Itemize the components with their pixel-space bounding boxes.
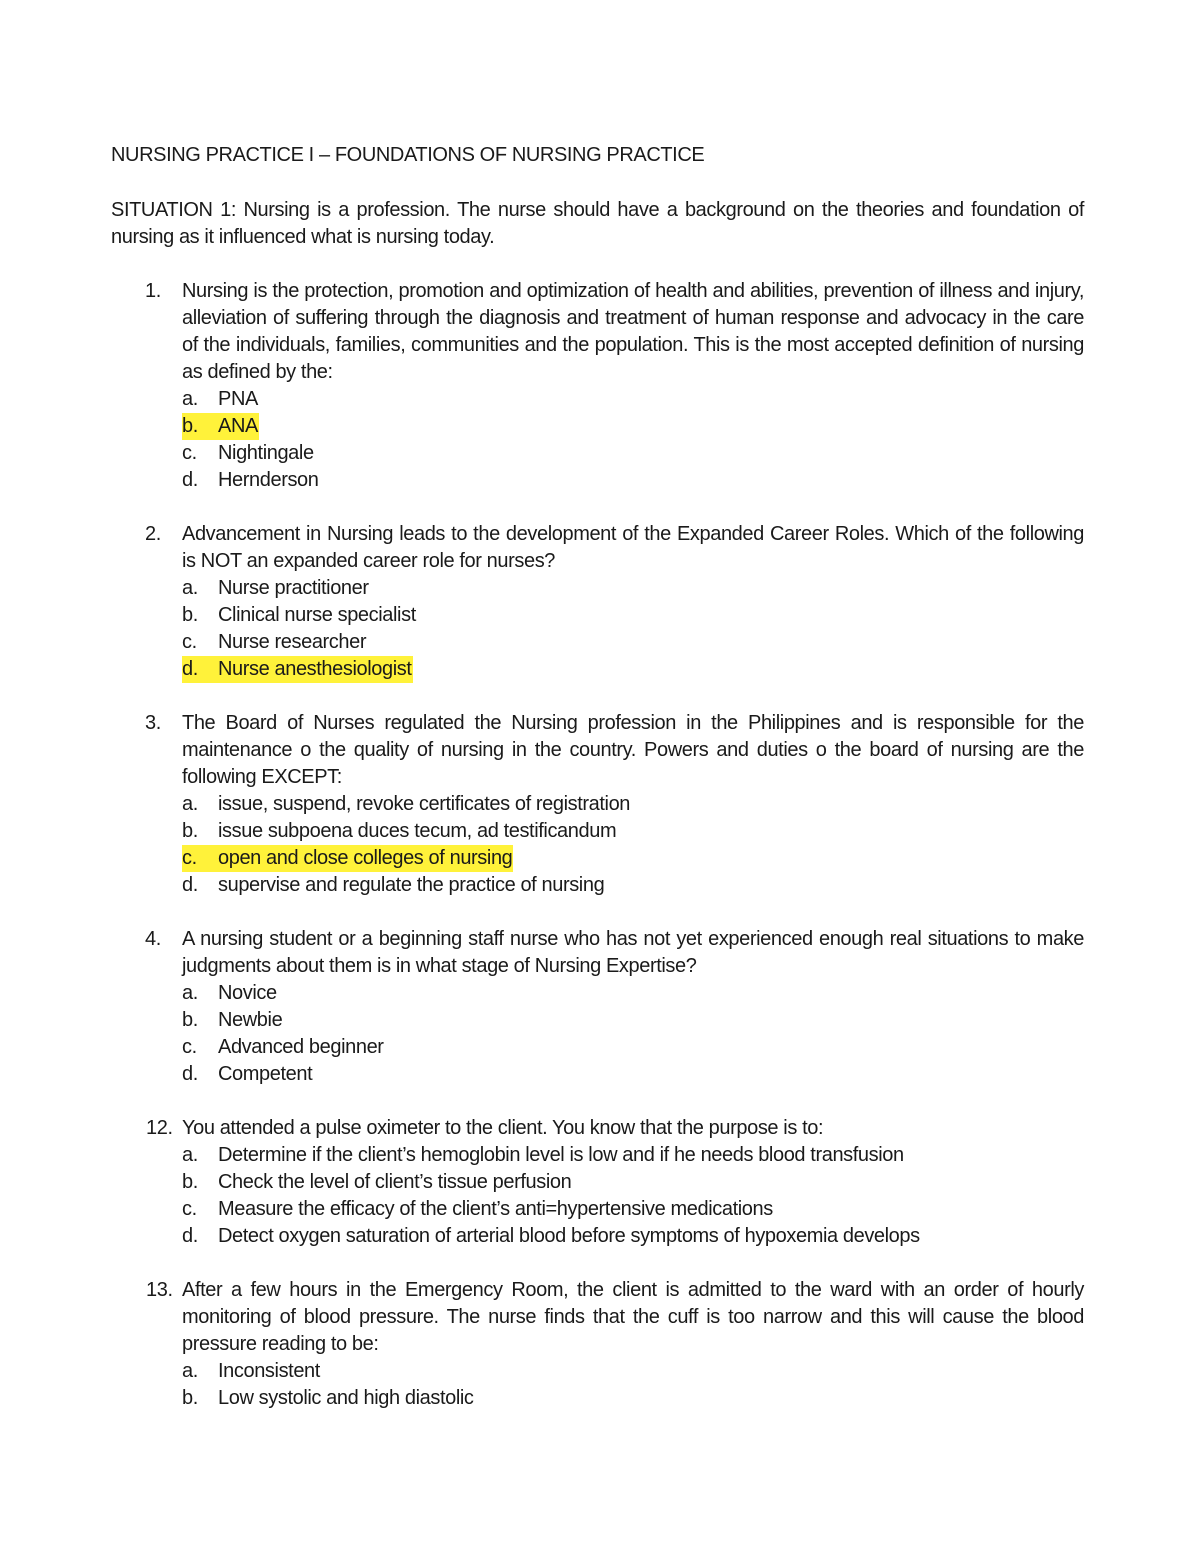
answer-option bbox=[182, 1007, 1084, 1034]
answer-options bbox=[182, 1358, 1084, 1412]
answer-option-text: Hernderson bbox=[218, 469, 319, 491]
question-item bbox=[111, 1115, 1084, 1250]
answer-option-letter: b. bbox=[182, 415, 198, 437]
answer-option-letter: a. bbox=[182, 1144, 198, 1166]
answer-option-letter: a. bbox=[182, 982, 198, 1004]
answer-option-content bbox=[182, 575, 369, 602]
answer-option bbox=[182, 1358, 1084, 1385]
answer-option-content bbox=[182, 1385, 474, 1412]
answer-option-highlighted bbox=[182, 845, 1084, 872]
answer-option-letter: a. bbox=[182, 388, 198, 410]
question-item bbox=[111, 1277, 1084, 1412]
question-text: Nursing is the protection, promotion and optimization of health and abilities, prevention of illness and injury, alleviation of suffering through the diagnosis and treatment of human response and advocacy in the care of the individuals, families, communities and the population. This is the most accepted definition of nursing as defined by the: bbox=[182, 280, 1084, 383]
answer-option-content bbox=[182, 467, 319, 494]
answer-option-text: Low systolic and high diastolic bbox=[218, 1387, 474, 1409]
answer-option-content bbox=[182, 440, 314, 467]
answer-option-letter: b. bbox=[182, 1009, 198, 1031]
answer-option-content bbox=[182, 980, 277, 1007]
answer-options bbox=[182, 980, 1084, 1088]
question-text: You attended a pulse oximeter to the client. You know that the purpose is to: bbox=[182, 1117, 824, 1139]
answer-option bbox=[182, 629, 1084, 656]
question-number: 12. bbox=[146, 1117, 173, 1139]
question-text: A nursing student or a beginning staff nurse who has not yet experienced enough real situations to make judgments about them is in what stage of Nursing Expertise? bbox=[182, 928, 1084, 977]
question-text: After a few hours in the Emergency Room, the client is admitted to the ward with an order of hourly monitoring of blood pressure. The nurse finds that the cuff is too narrow and this will cause the blood pressure reading to be: bbox=[182, 1279, 1084, 1355]
answer-option-text: Competent bbox=[218, 1063, 313, 1085]
answer-option-content bbox=[182, 791, 630, 818]
answer-option-content bbox=[182, 1358, 320, 1385]
answer-option-letter: a. bbox=[182, 793, 198, 815]
question-number: 13. bbox=[146, 1279, 173, 1301]
answer-option-highlighted bbox=[182, 413, 1084, 440]
answer-option-content bbox=[182, 1196, 773, 1223]
answer-option bbox=[182, 1169, 1084, 1196]
answer-option-text: ANA bbox=[218, 415, 258, 437]
answer-option-content bbox=[182, 656, 413, 683]
answer-option-letter: c. bbox=[182, 442, 197, 464]
answer-option-content bbox=[182, 602, 416, 629]
answer-option-letter: a. bbox=[182, 1360, 198, 1382]
question-number: 2. bbox=[145, 523, 161, 545]
answer-options bbox=[182, 386, 1084, 494]
answer-option-letter: c. bbox=[182, 1198, 197, 1220]
answer-option-text: Newbie bbox=[218, 1009, 283, 1031]
answer-option-content bbox=[182, 872, 604, 899]
answer-option-text: Check the level of client’s tissue perfusion bbox=[218, 1171, 572, 1193]
answer-option-letter: a. bbox=[182, 577, 198, 599]
question-number: 3. bbox=[145, 712, 161, 734]
answer-option-text: Nurse anesthesiologist bbox=[218, 658, 412, 680]
answer-option-text: Novice bbox=[218, 982, 277, 1004]
answer-option-content bbox=[182, 818, 616, 845]
answer-option-content bbox=[182, 1007, 282, 1034]
answer-option-content bbox=[182, 1223, 920, 1250]
answer-option-text: supervise and regulate the practice of nursing bbox=[218, 874, 605, 896]
question-item bbox=[111, 521, 1084, 683]
document-content bbox=[111, 142, 1084, 1412]
answer-option bbox=[182, 386, 1084, 413]
answer-option-text: Determine if the client’s hemoglobin level is low and if he needs blood transfusion bbox=[218, 1144, 904, 1166]
answer-option-content bbox=[182, 1034, 384, 1061]
question-text: The Board of Nurses regulated the Nursing profession in the Philippines and is responsible for the maintenance o the quality of nursing in the country. Powers and duties o the board of nursing are the following EXCEPT: bbox=[182, 712, 1084, 788]
answer-option-content bbox=[182, 1061, 312, 1088]
answer-option bbox=[182, 1061, 1084, 1088]
document-title: NURSING PRACTICE I – FOUNDATIONS OF NURSING PRACTICE bbox=[111, 144, 705, 166]
answer-option bbox=[182, 1142, 1084, 1169]
answer-option-content bbox=[182, 386, 258, 413]
answer-option-letter: d. bbox=[182, 1225, 198, 1247]
answer-option-letter: d. bbox=[182, 874, 198, 896]
answer-option-letter: d. bbox=[182, 469, 198, 491]
answer-option-text: Nurse researcher bbox=[218, 631, 367, 653]
answer-option-text: open and close colleges of nursing bbox=[218, 847, 513, 869]
answer-option-text: Inconsistent bbox=[218, 1360, 320, 1382]
answer-option-letter: b. bbox=[182, 604, 198, 626]
answer-option bbox=[182, 872, 1084, 899]
answer-option-highlighted bbox=[182, 656, 1084, 683]
question-list bbox=[111, 278, 1084, 1412]
answer-option-text: PNA bbox=[218, 388, 258, 410]
answer-option-content bbox=[182, 413, 259, 440]
answer-options bbox=[182, 791, 1084, 899]
question-item bbox=[111, 926, 1084, 1088]
answer-option-text: Nurse practitioner bbox=[218, 577, 369, 599]
answer-option-text: Clinical nurse specialist bbox=[218, 604, 416, 626]
question-number: 1. bbox=[145, 280, 161, 302]
question-item bbox=[111, 278, 1084, 494]
answer-options bbox=[182, 575, 1084, 683]
answer-option-content bbox=[182, 1169, 571, 1196]
answer-option-text: Detect oxygen saturation of arterial blood before symptoms of hypoxemia develops bbox=[218, 1225, 920, 1247]
answer-option bbox=[182, 818, 1084, 845]
answer-option bbox=[182, 575, 1084, 602]
answer-option bbox=[182, 467, 1084, 494]
question-text: Advancement in Nursing leads to the development of the Expanded Career Roles. Which of the following is NOT an expanded career role for nurses? bbox=[182, 523, 1084, 572]
answer-option-text: Measure the efficacy of the client’s anti=hypertensive medications bbox=[218, 1198, 773, 1220]
answer-option-letter: b. bbox=[182, 820, 198, 842]
answer-option-content bbox=[182, 845, 513, 872]
question-item bbox=[111, 710, 1084, 899]
answer-option-content bbox=[182, 1142, 904, 1169]
answer-option-content bbox=[182, 629, 366, 656]
answer-option-letter: c. bbox=[182, 1036, 197, 1058]
answer-option-text: Nightingale bbox=[218, 442, 314, 464]
answer-option bbox=[182, 980, 1084, 1007]
answer-option-letter: c. bbox=[182, 631, 197, 653]
answer-option-letter: b. bbox=[182, 1171, 198, 1193]
answer-option-letter: b. bbox=[182, 1387, 198, 1409]
answer-option bbox=[182, 1223, 1084, 1250]
answer-option bbox=[182, 791, 1084, 818]
answer-option-letter: d. bbox=[182, 658, 198, 680]
answer-option-letter: c. bbox=[182, 847, 197, 869]
answer-option bbox=[182, 1034, 1084, 1061]
answer-option-text: Advanced beginner bbox=[218, 1036, 384, 1058]
answer-option bbox=[182, 1385, 1084, 1412]
answer-option bbox=[182, 602, 1084, 629]
answer-options bbox=[182, 1142, 1084, 1250]
answer-option bbox=[182, 1196, 1084, 1223]
answer-option-letter: d. bbox=[182, 1063, 198, 1085]
answer-option-text: issue subpoena duces tecum, ad testificandum bbox=[218, 820, 617, 842]
answer-option-text: issue, suspend, revoke certificates of registration bbox=[218, 793, 631, 815]
situation-paragraph: SITUATION 1: Nursing is a profession. The nurse should have a background on the theories and foundation of nursing as it influenced what is nursing today. bbox=[111, 199, 1084, 248]
question-number: 4. bbox=[145, 928, 161, 950]
answer-option bbox=[182, 440, 1084, 467]
